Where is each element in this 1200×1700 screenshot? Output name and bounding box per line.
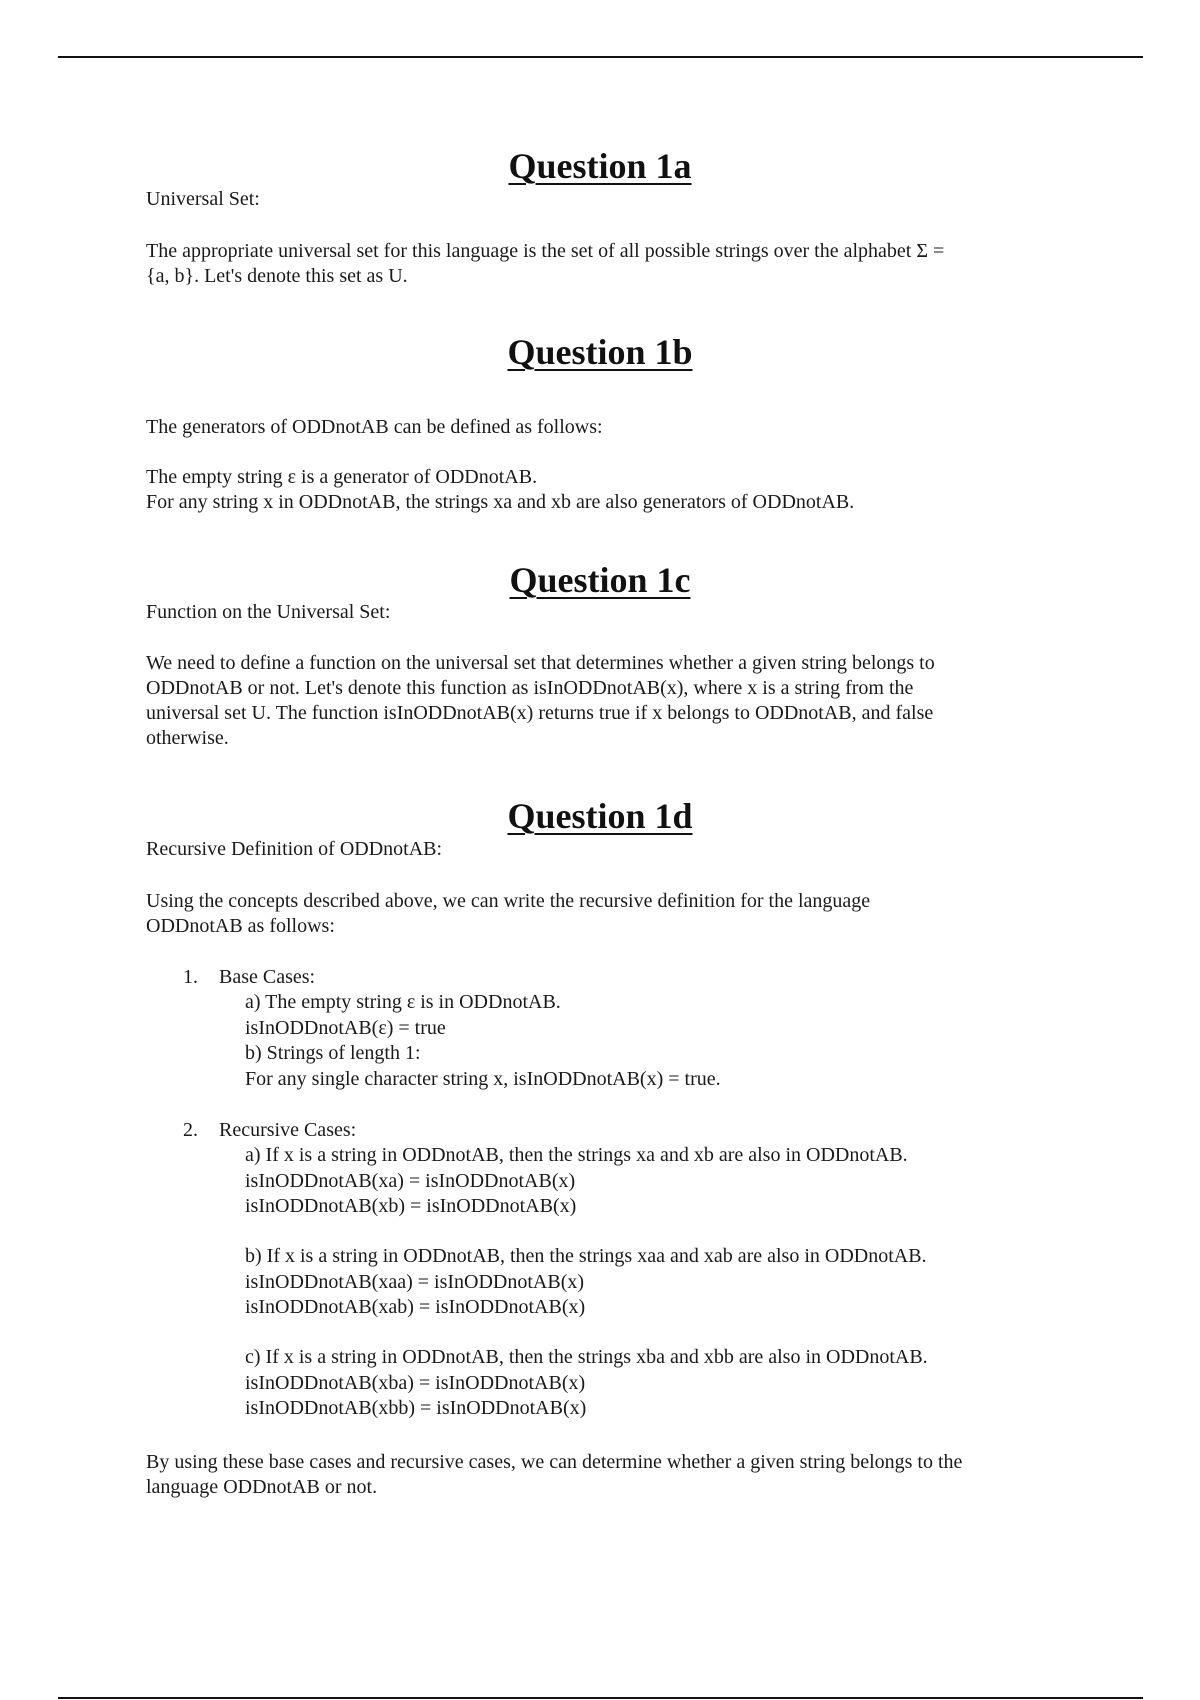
recursive-case-line: isInODDnotAB(xbb) = isInODDnotAB(x) xyxy=(245,1397,587,1419)
recursive-case-line: isInODDnotAB(xba) = isInODDnotAB(x) xyxy=(245,1371,586,1394)
base-cases-title: Base Cases: xyxy=(219,966,316,988)
question-1d-heading: Question 1d xyxy=(507,796,693,836)
generators-list xyxy=(146,465,1056,515)
recursive-definition-label: Recursive Definition of ODDnotAB: xyxy=(146,838,443,860)
body-line: Using the concepts described above, we can write the recursive definition for the language xyxy=(146,890,871,912)
recursive-case-line: c) If x is a string in ODDnotAB, then the strings xba and xbb are also in ODDnotAB. xyxy=(245,1346,928,1368)
recursive-case-line: isInODDnotAB(xab) = isInODDnotAB(x) xyxy=(245,1296,586,1318)
base-case-line: For any single character string x, isInODDnotAB(x) = true. xyxy=(245,1067,721,1090)
generator-line: For any string x in ODDnotAB, the strings xa and xb are also generators of ODDnotAB. xyxy=(146,491,855,513)
recursive-case-b xyxy=(245,1244,927,1321)
universal-set-body xyxy=(146,239,1056,289)
body-line: ODDnotAB or not. Let's denote this function as isInODDnotAB(x), where x is a string from the xyxy=(146,677,914,699)
recursive-case-line: b) If x is a string in ODDnotAB, then the strings xaa and xab are also in ODDnotAB. xyxy=(245,1245,927,1267)
body-line: By using these base cases and recursive cases, we can determine whether a given string belongs to the xyxy=(146,1451,963,1473)
body-line: The appropriate universal set for this language is the set of all possible strings over the alphabet Σ = xyxy=(146,240,945,262)
recursive-case-a xyxy=(245,1143,908,1220)
function-body xyxy=(146,651,1056,751)
question-1c-heading: Question 1c xyxy=(509,560,691,600)
generator-line: The empty string ε is a generator of ODDnotAB. xyxy=(146,466,538,488)
list-marker: 2. xyxy=(183,1119,198,1141)
top-rule xyxy=(58,56,1143,58)
bottom-rule xyxy=(58,1697,1143,1699)
body-line: ODDnotAB as follows: xyxy=(146,915,335,937)
recursive-cases-title: Recursive Cases: xyxy=(219,1119,357,1141)
body-line: We need to define a function on the universal set that determines whether a given string belongs to xyxy=(146,652,935,674)
recursive-case-c xyxy=(245,1345,928,1422)
body-line: language ODDnotAB or not. xyxy=(146,1476,378,1498)
recursive-case-line: isInODDnotAB(xa) = isInODDnotAB(x) xyxy=(245,1169,576,1192)
universal-set-label: Universal Set: xyxy=(146,188,260,210)
recursive-case-line: a) If x is a string in ODDnotAB, then the strings xa and xb are also in ODDnotAB. xyxy=(245,1144,908,1166)
question-1a-heading: Question 1a xyxy=(508,146,692,186)
base-case-line: a) The empty string ε is in ODDnotAB. xyxy=(245,991,561,1013)
recursive-case-line: isInODDnotAB(xb) = isInODDnotAB(x) xyxy=(245,1195,577,1217)
question-1b-heading: Question 1b xyxy=(507,332,693,372)
list-marker: 1. xyxy=(183,966,198,988)
base-case-line: isInODDnotAB(ε) = true xyxy=(245,1016,446,1039)
generators-intro: The generators of ODDnotAB can be defined as follows: xyxy=(146,416,603,438)
function-label: Function on the Universal Set: xyxy=(146,601,391,623)
conclusion-paragraph xyxy=(146,1450,1056,1500)
base-cases-body xyxy=(245,990,721,1092)
body-line: otherwise. xyxy=(146,727,229,749)
recursive-case-line: isInODDnotAB(xaa) = isInODDnotAB(x) xyxy=(245,1270,585,1293)
body-line: {a, b}. Let's denote this set as U. xyxy=(146,265,408,287)
body-line: universal set U. The function isInODDnotAB(x) returns true if x belongs to ODDnotAB, and false xyxy=(146,702,934,724)
base-case-line: b) Strings of length 1: xyxy=(245,1042,421,1064)
recursive-definition-intro xyxy=(146,889,1056,939)
